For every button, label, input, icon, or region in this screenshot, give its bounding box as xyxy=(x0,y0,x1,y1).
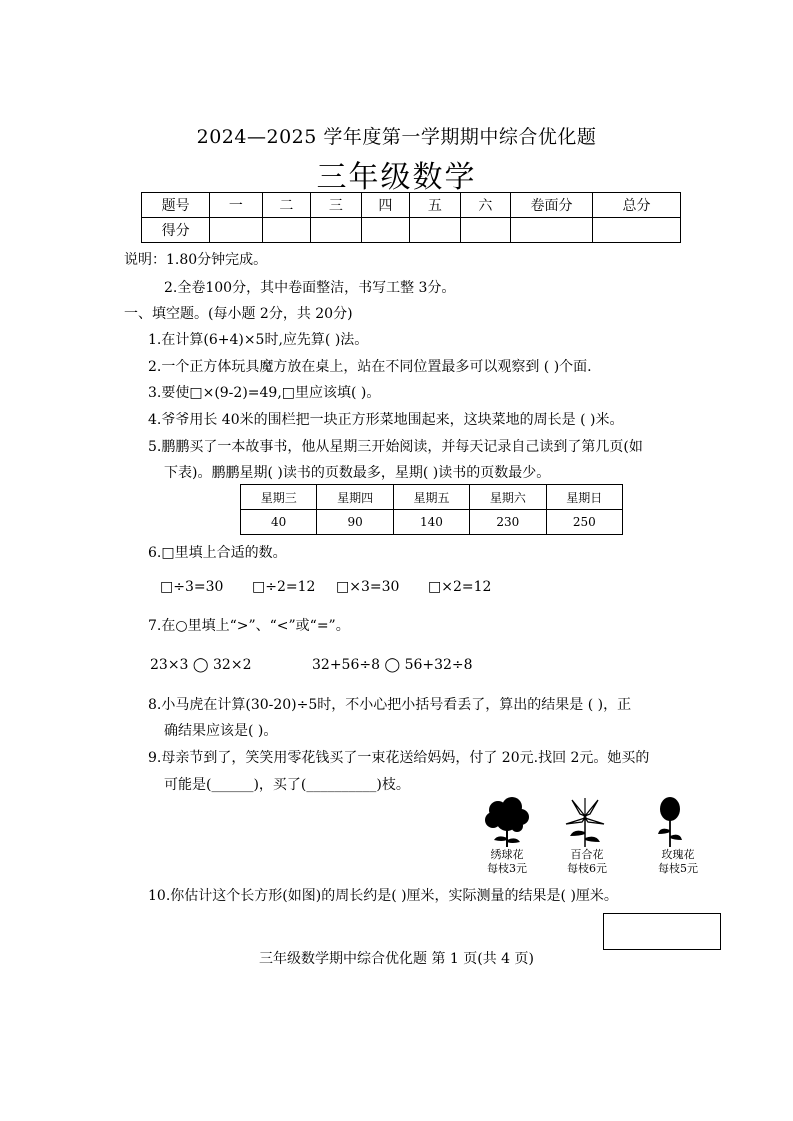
score-header-cell: 题号 xyxy=(142,193,210,218)
score-row-label: 得分 xyxy=(142,218,210,243)
question-9-line-1: 9.母亲节到了，笑笑用零花钱买了一束花送给妈妈，付了 20元.找回 2元。她买的 xyxy=(148,750,650,766)
question-6-item: □×3=30 xyxy=(336,579,400,595)
reading-page-cell: 140 xyxy=(393,510,469,535)
flower-caption xyxy=(648,848,708,876)
reading-table xyxy=(240,484,623,535)
question-7-item: 32+56÷8 ◯ 56+32÷8 xyxy=(312,657,473,673)
question-8-line-1: 8.小马虎在计算(30-20)÷5时，不小心把小括号看丢了，算出的结果是 ( )，正 xyxy=(148,697,632,713)
reading-day-cell: 星期日 xyxy=(546,485,622,510)
hydrangea-icon xyxy=(478,796,536,848)
exam-subtitle: 2024—2025 学年度第一学期期中综合优化题 xyxy=(196,126,597,148)
flower-caption xyxy=(557,848,617,876)
flower-name: 百合花 xyxy=(570,848,604,861)
question-3: 3.要使□×(9-2)=49,□里应该填( )。 xyxy=(148,385,381,401)
question-1: 1.在计算(6+4)×5时,应先算( )法。 xyxy=(148,332,369,348)
reading-page-cell: 230 xyxy=(470,510,546,535)
flower-price: 每枝5元 xyxy=(658,862,698,875)
reading-page-cell: 250 xyxy=(546,510,622,535)
reading-page-cell: 90 xyxy=(317,510,393,535)
reading-table-days-row xyxy=(241,485,623,510)
score-header-cell: 四 xyxy=(361,193,410,218)
score-cell[interactable] xyxy=(511,218,593,243)
question-9-line-2: 可能是(______)，买了(__________)枝。 xyxy=(164,777,410,793)
flower-caption xyxy=(477,848,537,876)
score-header-cell: 总分 xyxy=(593,193,681,218)
score-header-cell: 三 xyxy=(311,193,361,218)
score-cell[interactable] xyxy=(311,218,361,243)
question-6-item: □×2=12 xyxy=(428,579,492,595)
score-table-header-row xyxy=(142,193,681,218)
score-cell[interactable] xyxy=(361,218,410,243)
instruction-line-1: 说明：1.80分钟完成。 xyxy=(124,252,268,268)
question-6-item: □÷3=30 xyxy=(160,579,224,595)
score-header-cell: 二 xyxy=(262,193,311,218)
reading-day-cell: 星期四 xyxy=(317,485,393,510)
reading-table-pages-row xyxy=(241,510,623,535)
flower-price: 每枝3元 xyxy=(487,862,527,875)
score-cell[interactable] xyxy=(410,218,460,243)
score-cell[interactable] xyxy=(460,218,510,243)
page-footer: 三年级数学期中综合优化题 第 1 页(共 4 页) xyxy=(259,951,534,967)
score-table xyxy=(141,192,681,243)
question-6-item: □÷2=12 xyxy=(252,579,316,595)
question-7-item: 23×3 ◯ 32×2 xyxy=(150,657,252,673)
question-5-line-2: 下表)。鹏鹏星期( )读书的页数最多，星期( )读书的页数最少。 xyxy=(164,465,551,481)
question-4: 4.爷爷用长 40米的围栏把一块正方形菜地围起来，这块菜地的周长是 ( )米。 xyxy=(148,412,624,428)
score-table-score-row xyxy=(142,218,681,243)
lily-icon xyxy=(560,796,610,848)
reading-day-cell: 星期三 xyxy=(241,485,317,510)
question-7: 7.在○里填上“>”、“<”或“=”。 xyxy=(148,618,350,634)
score-header-cell: 卷面分 xyxy=(511,193,593,218)
score-cell[interactable] xyxy=(593,218,681,243)
section-heading: 一、填空题。(每小题 2分，共 20分) xyxy=(124,306,353,322)
score-cell[interactable] xyxy=(262,218,311,243)
instruction-line-2: 2.全卷100分，其中卷面整洁，书写工整 3分。 xyxy=(164,280,456,296)
flower-price: 每枝6元 xyxy=(567,862,607,875)
score-header-cell: 五 xyxy=(410,193,460,218)
question-2: 2.一个正方体玩具魔方放在桌上，站在不同位置最多可以观察到 ( )个面. xyxy=(148,359,592,375)
rose-icon xyxy=(650,796,690,848)
flower-name: 玫瑰花 xyxy=(661,848,695,861)
question-5-line-1: 5.鹏鹏买了一本故事书，他从星期三开始阅读，并每天记录自己读到了第几页(如 xyxy=(148,439,643,455)
reading-day-cell: 星期五 xyxy=(393,485,469,510)
score-header-cell: 六 xyxy=(460,193,510,218)
question-8-line-2: 确结果应该是( )。 xyxy=(164,723,278,739)
score-header-cell: 一 xyxy=(210,193,262,218)
exam-title: 三年级数学 xyxy=(316,160,477,195)
reading-day-cell: 星期六 xyxy=(470,485,546,510)
reading-page-cell: 40 xyxy=(241,510,317,535)
measure-rectangle xyxy=(603,913,721,950)
question-10: 10.你估计这个长方形(如图)的周长约是( )厘米，实际测量的结果是( )厘米。 xyxy=(148,888,618,904)
flower-name: 绣球花 xyxy=(490,848,524,861)
question-6: 6.□里填上合适的数。 xyxy=(148,545,287,561)
score-cell[interactable] xyxy=(210,218,262,243)
